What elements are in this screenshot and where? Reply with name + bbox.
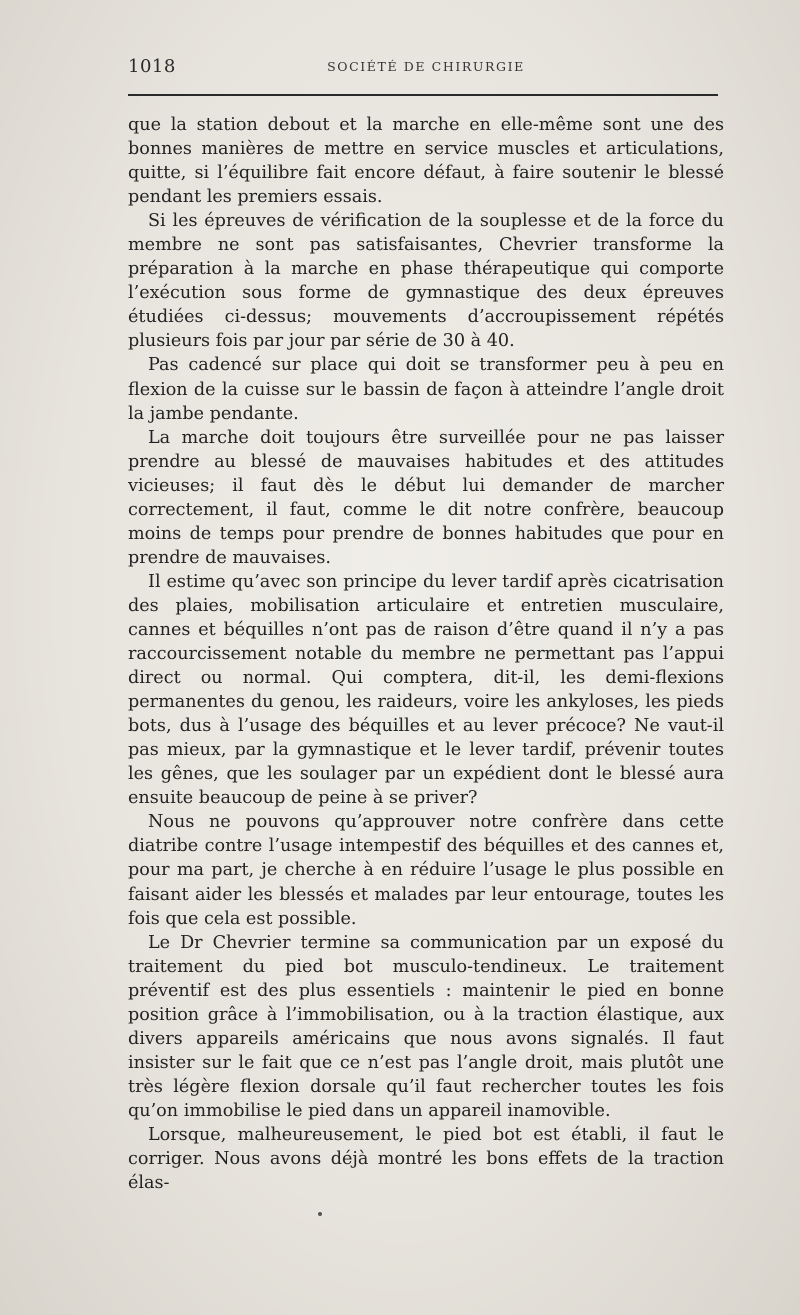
paragraph: Lorsque, malheureusement, le pied bot est établi, il faut le corriger. Nous avons déjà montré les bons effets de la traction élas- [128, 1124, 724, 1194]
paragraph: La marche doit toujours être surveillée pour ne pas laisser prendre au blessé de mauvaises habitudes et des attitudes vicieuses; il faut dès le début lui demander de marcher correctement, il faut, comme le dit notre confrère, beaucoup moins de temps pour prendre de bonnes habitudes que pour en prendre de mauvaises. [128, 427, 724, 568]
ink-speck [318, 1212, 322, 1216]
paragraph: que la station debout et la marche en elle-même sont une des bonnes manières de mettre en service muscles et articulations, quitte, si l’équilibre fait encore défaut, à faire soutenir le blessé pendant les premiers essais. [128, 115, 724, 208]
paragraph: Pas cadencé sur place qui doit se transformer peu à peu en flexion de la cuisse sur le bassin de façon à atteindre l’angle droit la jambe pendante. [128, 355, 724, 424]
paragraph: Nous ne pouvons qu’approuver notre confrère dans cette diatribe contre l’usage intempestif des béquilles et des cannes et, pour ma part, je cherche à en réduire l’usage le plus possible en faisant aider les blessés et malades par leur entourage, toutes les fois que cela est possible. [128, 812, 724, 929]
page-number: 1018 [128, 56, 176, 77]
body-text [128, 113, 724, 1195]
running-title: SOCIÉTÉ DE CHIRURGIE [327, 59, 525, 74]
paragraph: Il estime qu’avec son principe du lever tardif après cicatrisation des plaies, mobilisation articulaire et entretien musculaire, cannes et béquilles n’ont pas de raison d’être quand il n’y a pas raccourcissement notable du membre ne permettant pas l’appui direct ou normal. Qui comptera, dit-il, les demi-flexions permanentes du genou, les raideurs, voire les ankyloses, les pieds bots, dus à l’usage des béquilles et au lever précoce? Ne vaut-il pas mieux, par la gymnastique et le lever tardif, prévenir toutes les gênes, que les soulager par un expédient dont le blessé aura ensuite beaucoup de peine à se priver? [128, 571, 724, 809]
paragraph: Si les épreuves de vérification de la souplesse et de la force du membre ne sont pas satisfaisantes, Chevrier transforme la préparation à la marche en phase thérapeutique qui comporte l’exécution sous forme de gymnastique des deux épreuves étudiées ci-dessus; mouvements d’accroupissement répétés plusieurs fois par jour par série de 30 à 40. [128, 211, 724, 352]
header-rule [128, 94, 718, 96]
page-header [128, 56, 724, 80]
paragraph: Le Dr Chevrier termine sa communication par un exposé du traitement du pied bot musculo-tendineux. Le traitement préventif est des plus essentiels : maintenir le pied en bonne position grâce à l’immobilisation, ou à la traction élastique, aux divers appareils américains que nous avons signalés. Il faut insister sur le fait que ce n’est pas l’angle droit, mais plutôt une très légère flexion dorsale qu’il faut rechercher toutes les fois qu’on immobilise le pied dans un appareil inamovible. [128, 932, 724, 1121]
